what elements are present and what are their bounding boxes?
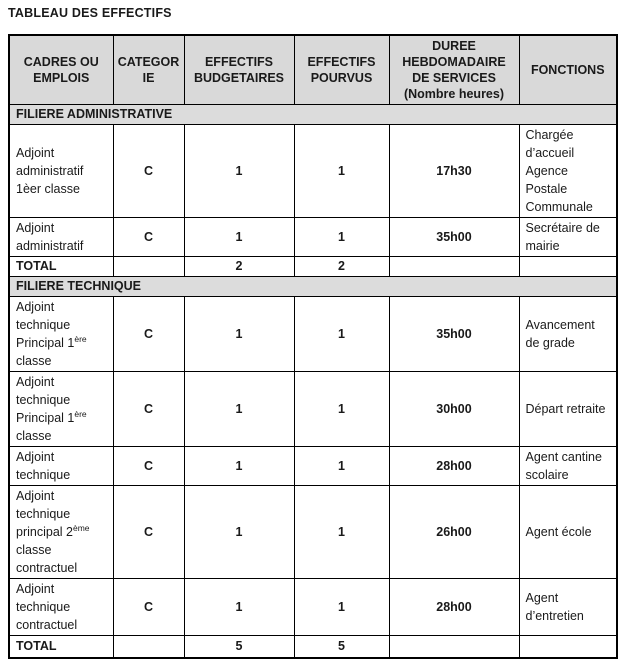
total-row-administrative: [9, 257, 617, 277]
categorie-cell: [113, 257, 184, 277]
cadre-cell: Adjoint technique contractuel: [9, 579, 113, 636]
fonctions-cell: Agent cantine scolaire: [519, 447, 617, 486]
section-label: FILIERE TECHNIQUE: [9, 277, 617, 297]
total-row-technique: [9, 636, 617, 658]
categorie-cell: C: [113, 218, 184, 257]
section-label: FILIERE ADMINISTRATIVE: [9, 105, 617, 125]
section-row-administrative: [9, 105, 617, 125]
table-row: [9, 372, 617, 447]
effectifs-budgetaires-cell: 1: [184, 447, 294, 486]
table-row: [9, 486, 617, 579]
categorie-cell: [113, 636, 184, 658]
fonctions-cell: Avancement de grade: [519, 297, 617, 372]
table-row: [9, 218, 617, 257]
effectifs-budgetaires-cell: 1: [184, 486, 294, 579]
categorie-cell: C: [113, 447, 184, 486]
categorie-cell: C: [113, 297, 184, 372]
duree-cell: 28h00: [389, 447, 519, 486]
ordinal-superscript: ème: [72, 522, 90, 533]
effectifs-pourvus-cell: 1: [294, 125, 389, 218]
effectifs-pourvus-cell: 1: [294, 579, 389, 636]
total-label: TOTAL: [9, 636, 113, 658]
column-header-pourvus: EFFECTIFS POURVUS: [294, 35, 389, 105]
ordinal-superscript: ère: [74, 333, 87, 344]
categorie-cell: C: [113, 579, 184, 636]
effectifs-pourvus-cell: 1: [294, 486, 389, 579]
duree-cell: [389, 636, 519, 658]
categorie-cell: C: [113, 125, 184, 218]
categorie-cell: C: [113, 372, 184, 447]
duree-cell: 35h00: [389, 218, 519, 257]
fonctions-cell: Départ retraite: [519, 372, 617, 447]
cadre-cell: Adjoint administratif 1èer classe: [9, 125, 113, 218]
table-row: [9, 297, 617, 372]
effectifs-table: [8, 34, 618, 659]
column-header-duree: [389, 35, 519, 105]
table-row: [9, 125, 617, 218]
effectifs-pourvus-cell: 1: [294, 372, 389, 447]
column-header-duree-main: DUREE HEBDOMADAIRE DE SERVICES: [402, 39, 506, 85]
categorie-cell: C: [113, 486, 184, 579]
fonctions-cell: [519, 257, 617, 277]
column-header-duree-unit: (Nombre heures): [403, 87, 505, 101]
column-header-fonctions: FONCTIONS: [519, 35, 617, 105]
cadre-cell: Adjoint administratif: [9, 218, 113, 257]
table-row: [9, 447, 617, 486]
ordinal-superscript: ère: [74, 408, 87, 419]
header-row: [9, 35, 617, 105]
fonctions-cell: Agent d’entretien: [519, 579, 617, 636]
effectifs-budgetaires-cell: 1: [184, 297, 294, 372]
duree-cell: 26h00: [389, 486, 519, 579]
effectifs-budgetaires-cell: 1: [184, 125, 294, 218]
duree-cell: 35h00: [389, 297, 519, 372]
duree-cell: 17h30: [389, 125, 519, 218]
effectifs-pourvus-cell: 1: [294, 297, 389, 372]
effectifs-budgetaires-cell: 1: [184, 579, 294, 636]
cadre-cell: Adjoint technique Principal 1ère classe: [9, 297, 113, 372]
effectifs-pourvus-cell: 1: [294, 447, 389, 486]
column-header-budgetaires: EFFECTIFS BUDGETAIRES: [184, 35, 294, 105]
duree-cell: 30h00: [389, 372, 519, 447]
total-budgetaires-cell: 2: [184, 257, 294, 277]
duree-cell: [389, 257, 519, 277]
fonctions-cell: Secrétaire de mairie: [519, 218, 617, 257]
column-header-cadres: CADRES OU EMPLOIS: [9, 35, 113, 105]
effectifs-budgetaires-cell: 1: [184, 372, 294, 447]
fonctions-cell: [519, 636, 617, 658]
cadre-cell: Adjoint technique principal 2ème classe contractuel: [9, 486, 113, 579]
cadre-cell: Adjoint technique: [9, 447, 113, 486]
duree-cell: 28h00: [389, 579, 519, 636]
page-title: TABLEAU DES EFFECTIFS: [8, 6, 172, 20]
section-row-technique: [9, 277, 617, 297]
total-pourvus-cell: 5: [294, 636, 389, 658]
total-label: TOTAL: [9, 257, 113, 277]
total-pourvus-cell: 2: [294, 257, 389, 277]
fonctions-cell: Agent école: [519, 486, 617, 579]
effectifs-budgetaires-cell: 1: [184, 218, 294, 257]
cadre-cell: Adjoint technique Principal 1ère classe: [9, 372, 113, 447]
fonctions-cell: Chargée d’accueil Agence Postale Communale: [519, 125, 617, 218]
column-header-categorie: CATEGORIE: [113, 35, 184, 105]
effectifs-pourvus-cell: 1: [294, 218, 389, 257]
total-budgetaires-cell: 5: [184, 636, 294, 658]
